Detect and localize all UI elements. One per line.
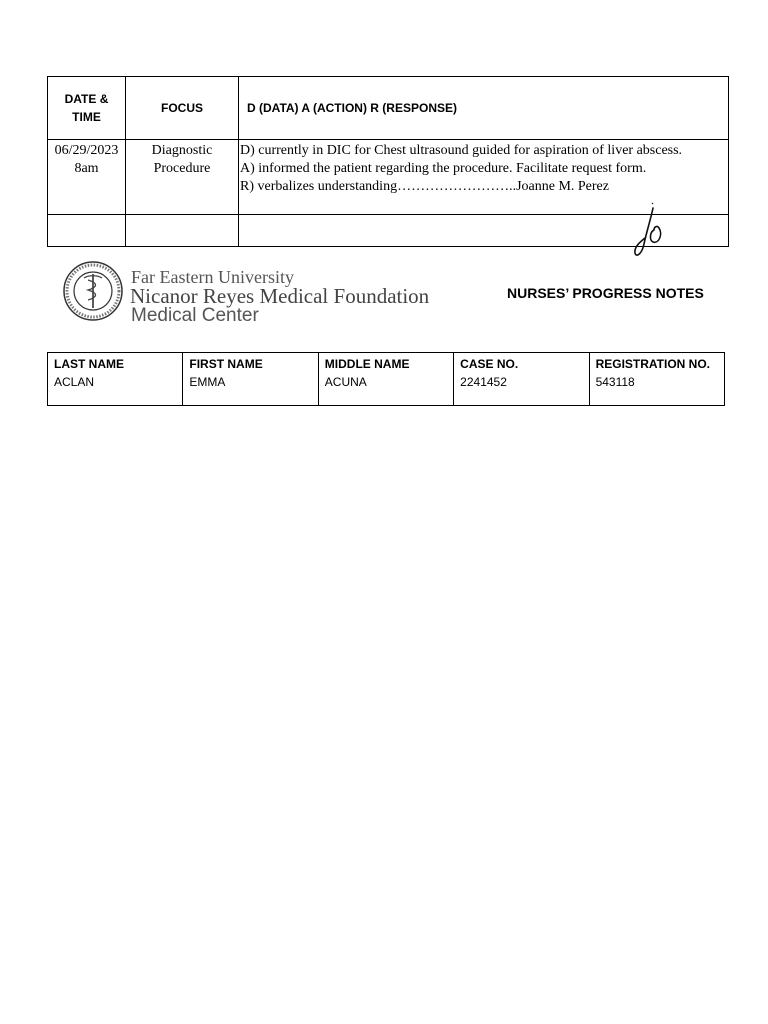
date-time-header [48,77,126,140]
registration-no-value: 543118 [595,375,635,389]
handwritten-signature [628,200,674,262]
registration-no-cell [589,353,724,406]
entry-action: A) informed the patient regarding the procedure. Facilitate request form. [240,161,647,176]
last-name-label: LAST NAME [54,357,124,371]
hospital-logo [60,260,452,326]
logo-foundation-name: Nicanor Reyes Medical Foundation [130,284,430,308]
entry-response: R) verbalizes understanding……………………..Joanne M. Perez [240,179,609,194]
entry-data: D) currently in DIC for Chest ultrasound guided for aspiration of liver abscess. [240,143,683,158]
middle-name-value: ACUNA [324,375,367,389]
logo-university-name: Far Eastern University [131,267,294,287]
date-time-header-line2: TIME [72,110,101,124]
medical-seal-icon [62,260,124,322]
entry-focus-line2: Procedure [153,161,211,176]
empty-entry-row [48,215,729,247]
progress-notes-table [47,76,729,247]
first-name-label: FIRST NAME [189,357,263,371]
registration-no-label: REGISTRATION NO. [595,357,711,371]
note-entry-row [48,140,729,215]
first-name-cell [183,353,318,406]
notes-header-row [48,77,729,140]
entry-focus-line1: Diagnostic [151,143,213,158]
entry-date: 06/29/2023 [54,143,119,158]
patient-info-table [47,352,725,406]
entry-date-time [48,140,126,215]
last-name-cell [48,353,183,406]
first-name-value: EMMA [189,375,226,389]
empty-cell [126,215,239,247]
entry-time: 8am [74,161,99,176]
case-no-cell [454,353,589,406]
logo-medical-center: Medical Center [131,305,259,326]
middle-name-cell [318,353,453,406]
document-title: NURSES’ PROGRESS NOTES [507,285,704,301]
patient-info-row [48,353,725,406]
case-no-value: 2241452 [460,375,507,389]
entry-focus [126,140,239,215]
date-time-header-line1: DATE & [64,92,109,106]
focus-header: FOCUS [126,77,239,140]
case-no-label: CASE NO. [460,357,519,371]
last-name-value: ACLAN [54,375,95,389]
empty-cell [48,215,126,247]
middle-name-label: MIDDLE NAME [324,357,410,371]
dar-header: D (DATA) A (ACTION) R (RESPONSE) [239,77,729,140]
